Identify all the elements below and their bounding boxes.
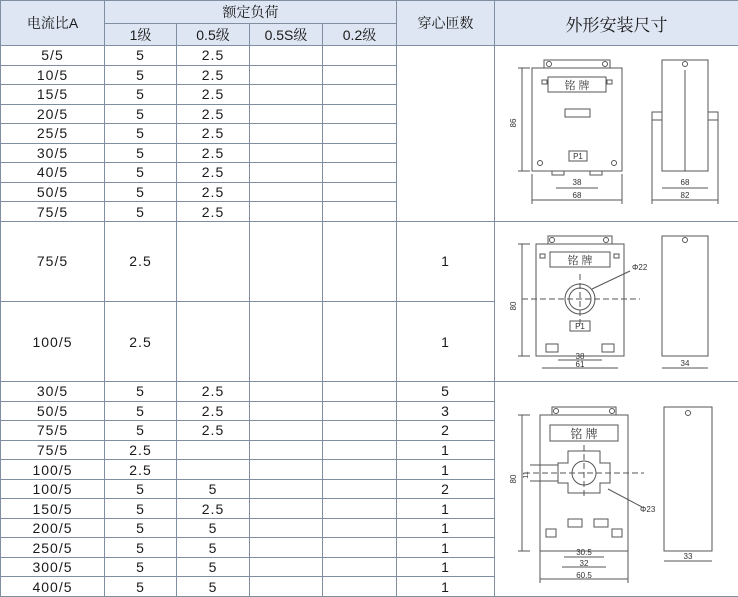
class-1-cell: 5	[105, 143, 177, 163]
class-0-2-cell	[323, 65, 397, 85]
drawing-cell-1	[495, 46, 738, 222]
class-1-cell: 5	[105, 557, 177, 577]
class-0-5s-cell	[250, 421, 323, 441]
side-dim: 34	[680, 359, 689, 369]
class-1-cell: 5	[105, 182, 177, 202]
header-dims: 外形安装尺寸	[495, 1, 738, 46]
ratio-cell: 100/5	[1, 460, 105, 480]
class-1-cell: 5	[105, 163, 177, 183]
drawing-cell-3	[495, 382, 738, 597]
class-0-5s-cell	[250, 577, 323, 597]
class-0-2-cell	[323, 163, 397, 183]
ratio-cell: 30/5	[1, 382, 105, 402]
turns-cell: 1	[397, 440, 495, 460]
ct-drawing-1	[502, 48, 732, 218]
class-0-5-cell: 5	[177, 557, 250, 577]
class-0-5-cell: 5	[177, 518, 250, 538]
width-inner-dim: 38	[572, 178, 581, 188]
ratio-cell: 100/5	[1, 479, 105, 499]
class-1-cell: 2.5	[105, 440, 177, 460]
ct-drawing-3	[502, 389, 732, 589]
class-0-5-cell: 2.5	[177, 124, 250, 144]
height-dim: 80	[508, 474, 518, 484]
turns-cell: 1	[397, 460, 495, 480]
class-0-5s-cell	[250, 440, 323, 460]
class-0-2-cell	[323, 382, 397, 402]
ratio-cell: 100/5	[1, 301, 105, 381]
turns-cell: 1	[397, 221, 495, 301]
class-0-5s-cell	[250, 182, 323, 202]
width-inner-dim: 38	[575, 352, 584, 362]
class-0-5s-cell	[250, 499, 323, 519]
class-0-5s-cell	[250, 401, 323, 421]
class-0-2-cell	[323, 401, 397, 421]
table-row	[1, 46, 738, 66]
class-0-5s-cell	[250, 163, 323, 183]
class-0-2-cell	[323, 124, 397, 144]
ratio-cell: 75/5	[1, 421, 105, 441]
drawing-cell-2	[495, 221, 738, 381]
class-0-5-cell: 5	[177, 538, 250, 558]
header-class-1: 1级	[105, 24, 177, 46]
class-0-5-cell	[177, 460, 250, 480]
width-outer-dim: 61	[575, 360, 584, 370]
class-0-5-cell: 2.5	[177, 104, 250, 124]
class-0-5s-cell	[250, 143, 323, 163]
ratio-cell: 50/5	[1, 401, 105, 421]
class-0-5-cell: 2.5	[177, 143, 250, 163]
side-outer-dim: 82	[680, 191, 689, 201]
class-0-5s-cell	[250, 124, 323, 144]
class-0-5s-cell	[250, 221, 323, 301]
turns-cell: 1	[397, 577, 495, 597]
diameter-dim: Φ23	[639, 505, 655, 515]
width-2-dim: 32	[579, 559, 588, 569]
ratio-cell: 400/5	[1, 577, 105, 597]
width-outer-dim: 68	[572, 191, 581, 201]
class-0-5-cell: 2.5	[177, 401, 250, 421]
header-class-0-5s: 0.5S级	[250, 24, 323, 46]
class-0-5-cell	[177, 440, 250, 460]
header-turns: 穿心匝数	[397, 1, 495, 46]
class-1-cell: 5	[105, 401, 177, 421]
class-0-2-cell	[323, 85, 397, 105]
turns-cell: 2	[397, 479, 495, 499]
ct-drawing-2	[502, 226, 732, 376]
turns-cell: 1	[397, 538, 495, 558]
class-1-cell: 5	[105, 202, 177, 222]
class-0-2-cell	[323, 421, 397, 441]
class-0-5-cell: 2.5	[177, 421, 250, 441]
class-0-5-cell: 2.5	[177, 202, 250, 222]
class-0-5s-cell	[250, 538, 323, 558]
class-0-5-cell	[177, 301, 250, 381]
class-0-5s-cell	[250, 557, 323, 577]
class-0-2-cell	[323, 104, 397, 124]
ratio-cell: 10/5	[1, 65, 105, 85]
class-0-5s-cell	[250, 202, 323, 222]
class-0-2-cell	[323, 479, 397, 499]
class-0-2-cell	[323, 499, 397, 519]
height-dim: 80	[508, 302, 518, 311]
class-1-cell: 5	[105, 479, 177, 499]
class-0-5s-cell	[250, 104, 323, 124]
terminal-label: P1	[572, 152, 583, 162]
height-dim: 86	[508, 118, 518, 128]
side-dim: 33	[683, 552, 692, 562]
class-0-5-cell: 2.5	[177, 163, 250, 183]
ratio-cell: 75/5	[1, 202, 105, 222]
turns-cell: 1	[397, 499, 495, 519]
class-0-2-cell	[323, 460, 397, 480]
ratio-cell: 300/5	[1, 557, 105, 577]
class-0-5s-cell	[250, 301, 323, 381]
class-1-cell: 2.5	[105, 221, 177, 301]
ratio-cell: 5/5	[1, 46, 105, 66]
ratio-cell: 150/5	[1, 499, 105, 519]
ratio-cell: 40/5	[1, 163, 105, 183]
class-0-2-cell	[323, 143, 397, 163]
class-0-2-cell	[323, 221, 397, 301]
turns-cell: 3	[397, 401, 495, 421]
ratio-cell: 250/5	[1, 538, 105, 558]
class-0-5-cell: 2.5	[177, 382, 250, 402]
class-0-2-cell	[323, 557, 397, 577]
slot-dim: 11	[522, 471, 530, 479]
class-0-5-cell: 2.5	[177, 85, 250, 105]
header-rated-load: 额定负荷	[105, 1, 397, 24]
class-0-2-cell	[323, 538, 397, 558]
nameplate-label: 铭 牌	[569, 427, 598, 442]
nameplate-label: 铭 牌	[566, 255, 593, 268]
width-3-dim: 60.5	[575, 571, 592, 581]
class-1-cell: 5	[105, 124, 177, 144]
header-class-0-5: 0.5级	[177, 24, 250, 46]
table-row	[1, 221, 738, 301]
class-1-cell: 5	[105, 46, 177, 66]
ratio-cell: 50/5	[1, 182, 105, 202]
class-0-2-cell	[323, 182, 397, 202]
turns-cell: 1	[397, 557, 495, 577]
turns-cell: 1	[397, 301, 495, 381]
class-0-5s-cell	[250, 382, 323, 402]
class-1-cell: 5	[105, 104, 177, 124]
class-1-cell: 5	[105, 499, 177, 519]
ratio-cell: 75/5	[1, 221, 105, 301]
ratio-cell: 30/5	[1, 143, 105, 163]
class-1-cell: 5	[105, 65, 177, 85]
class-0-5-cell: 2.5	[177, 46, 250, 66]
diameter-dim: Φ22	[631, 263, 647, 273]
ratio-cell: 200/5	[1, 518, 105, 538]
header-class-0-2: 0.2级	[323, 24, 397, 46]
class-1-cell: 2.5	[105, 301, 177, 381]
ratio-cell: 20/5	[1, 104, 105, 124]
class-1-cell: 5	[105, 421, 177, 441]
class-0-5s-cell	[250, 85, 323, 105]
class-0-5-cell: 2.5	[177, 65, 250, 85]
nameplate-label: 铭 牌	[563, 80, 590, 93]
ratio-cell: 75/5	[1, 440, 105, 460]
class-0-5-cell: 5	[177, 479, 250, 499]
class-0-2-cell	[323, 518, 397, 538]
class-0-2-cell	[323, 440, 397, 460]
class-0-5s-cell	[250, 479, 323, 499]
class-0-5-cell: 2.5	[177, 182, 250, 202]
class-0-5s-cell	[250, 460, 323, 480]
turns-cell: 5	[397, 382, 495, 402]
class-0-5s-cell	[250, 46, 323, 66]
class-0-2-cell	[323, 202, 397, 222]
class-0-2-cell	[323, 46, 397, 66]
table-row	[1, 382, 738, 402]
class-1-cell: 5	[105, 577, 177, 597]
class-0-5s-cell	[250, 65, 323, 85]
class-0-2-cell	[323, 301, 397, 381]
turns-cell: 1	[397, 518, 495, 538]
class-1-cell: 2.5	[105, 460, 177, 480]
class-0-5-cell: 5	[177, 577, 250, 597]
ratio-cell: 15/5	[1, 85, 105, 105]
class-0-5s-cell	[250, 518, 323, 538]
ratio-cell: 25/5	[1, 124, 105, 144]
side-inner-dim: 68	[680, 178, 689, 188]
class-1-cell: 5	[105, 518, 177, 538]
turns-cell: 2	[397, 421, 495, 441]
class-0-5-cell	[177, 221, 250, 301]
class-0-5-cell: 2.5	[177, 499, 250, 519]
terminal-label: P1	[574, 322, 585, 332]
turns-cell	[397, 46, 495, 222]
class-1-cell: 5	[105, 382, 177, 402]
width-1-dim: 30.5	[575, 548, 592, 558]
header-ratio: 电流比A	[1, 1, 105, 46]
class-1-cell: 5	[105, 85, 177, 105]
class-0-2-cell	[323, 577, 397, 597]
class-1-cell: 5	[105, 538, 177, 558]
